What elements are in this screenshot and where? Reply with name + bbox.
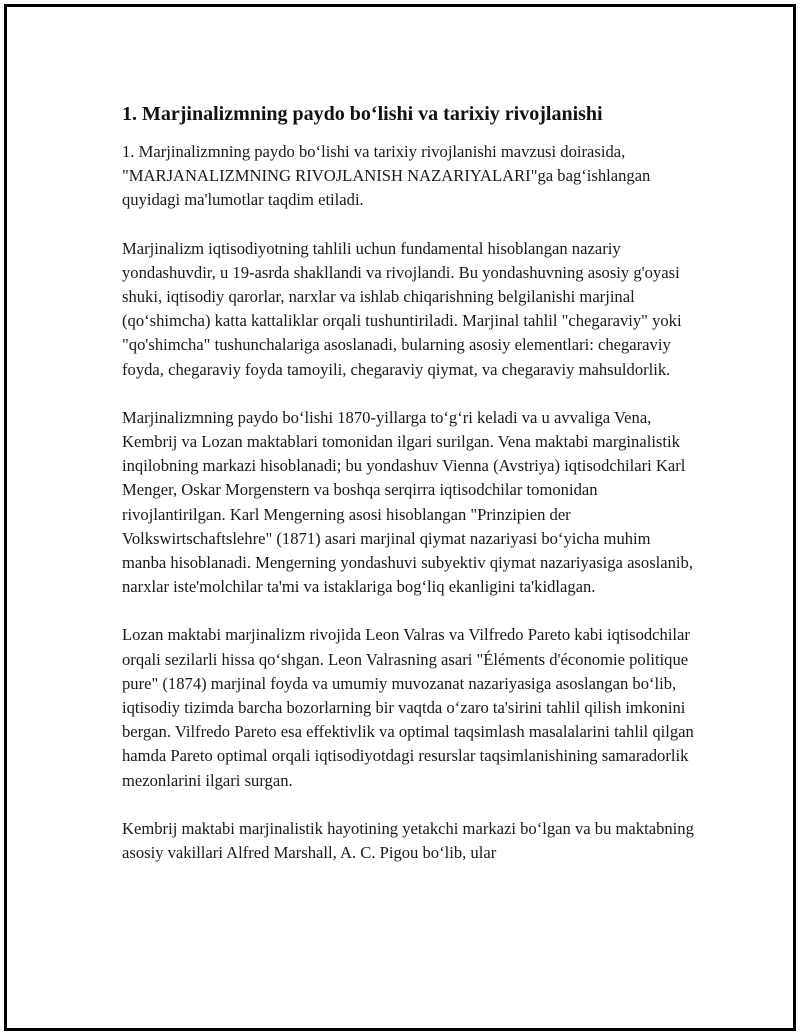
page-frame xyxy=(4,4,796,1031)
paragraph-intro: 1. Marjinalizmning paydo bo‘lishi va tarixiy rivojlanishi mavzusi doirasida, "MARJANALIZMNING RIVOJLANISH NAZARIYALARI"ga bag‘ishlangan quyidagi ma'lumotlar taqdim etiladi. xyxy=(122,142,651,210)
document-heading: 1. Marjinalizmning paydo bo‘lishi va tarixiy rivojlanishi xyxy=(122,103,603,125)
paragraph-cambridge-school: Kembrij maktabi marjinalistik hayotining yetakchi markazi bo‘lgan va bu maktabning asosiy vakillari Alfred Marshall, A. C. Pigou bo‘lib, ular xyxy=(122,818,694,863)
document-body xyxy=(122,101,697,889)
paragraph-definition: Marjinalizm iqtisodiyotning tahlili uchun fundamental hisoblangan nazariy yondashuvdir, u 19-asrda shakllandi va rivojlandi. Bu yondashuvning asosiy g'oyasi shuki, iqtisodiy qarorlar, narxlar va ishlab chiqarishning belgilanishi marjinal (qo‘shimcha) katta kattaliklar orqali tushuntiriladi. Marjinal tahlil "chegaraviy" yoki "qo'shimcha" tushunchalariga asoslanadi, bularning asosiy elementlari: chegaraviy foyda, chegaraviy foyda tamoyili, chegaraviy qiymat, va chegaraviy mahsuldorlik. xyxy=(122,238,682,379)
paragraph-vienna-school: Marjinalizmning paydo bo‘lishi 1870-yillarga to‘g‘ri keladi va u avvaliga Vena, Kembrij va Lozan maktablari tomonidan ilgari surilgan. Vena maktabi marginalistik inqilobning markazi hisoblanadi; bu yondashuv Vienna (Avstriya) iqtisodchilari Karl Menger, Oskar Morgenstern va boshqa serqirra iqtisodchilar tomonidan rivojlantirilgan. Karl Mengerning asosi hisoblangan "Prinzipien der Volkswirtschaftslehre" (1871) asari marjinal qiymat nazariyasi bo‘yicha muhim manba hisoblanadi. Mengerning yondashuvi subyektiv qiymat nazariyasiga asoslanib, narxlar iste'molchilar ta'mi va istaklariga bog‘liq ekanligini ta'kidlagan. xyxy=(122,407,693,597)
paragraph-lausanne-school: Lozan maktabi marjinalizm rivojida Leon Valras va Vilfredo Pareto kabi iqtisodchilar orqali sezilarli hissa qo‘shgan. Leon Valrasning asari "Éléments d'économie politique pure" (1874) marjinal foyda va umumiy muvozanat nazariyasiga asoslangan bo‘lib, iqtisodiy tizimda barcha bozorlarning bir vaqtda o‘zaro ta'sirini tahlil qilish imkonini bergan. Vilfredo Pareto esa effektivlik va optimal taqsimlash masalalarini tahlil qilgan hamda Pareto optimal orqali iqtisodiyotdagi resurslar taqsimlanishining samaradorlik mezonlarini ilgari surgan. xyxy=(122,625,694,790)
